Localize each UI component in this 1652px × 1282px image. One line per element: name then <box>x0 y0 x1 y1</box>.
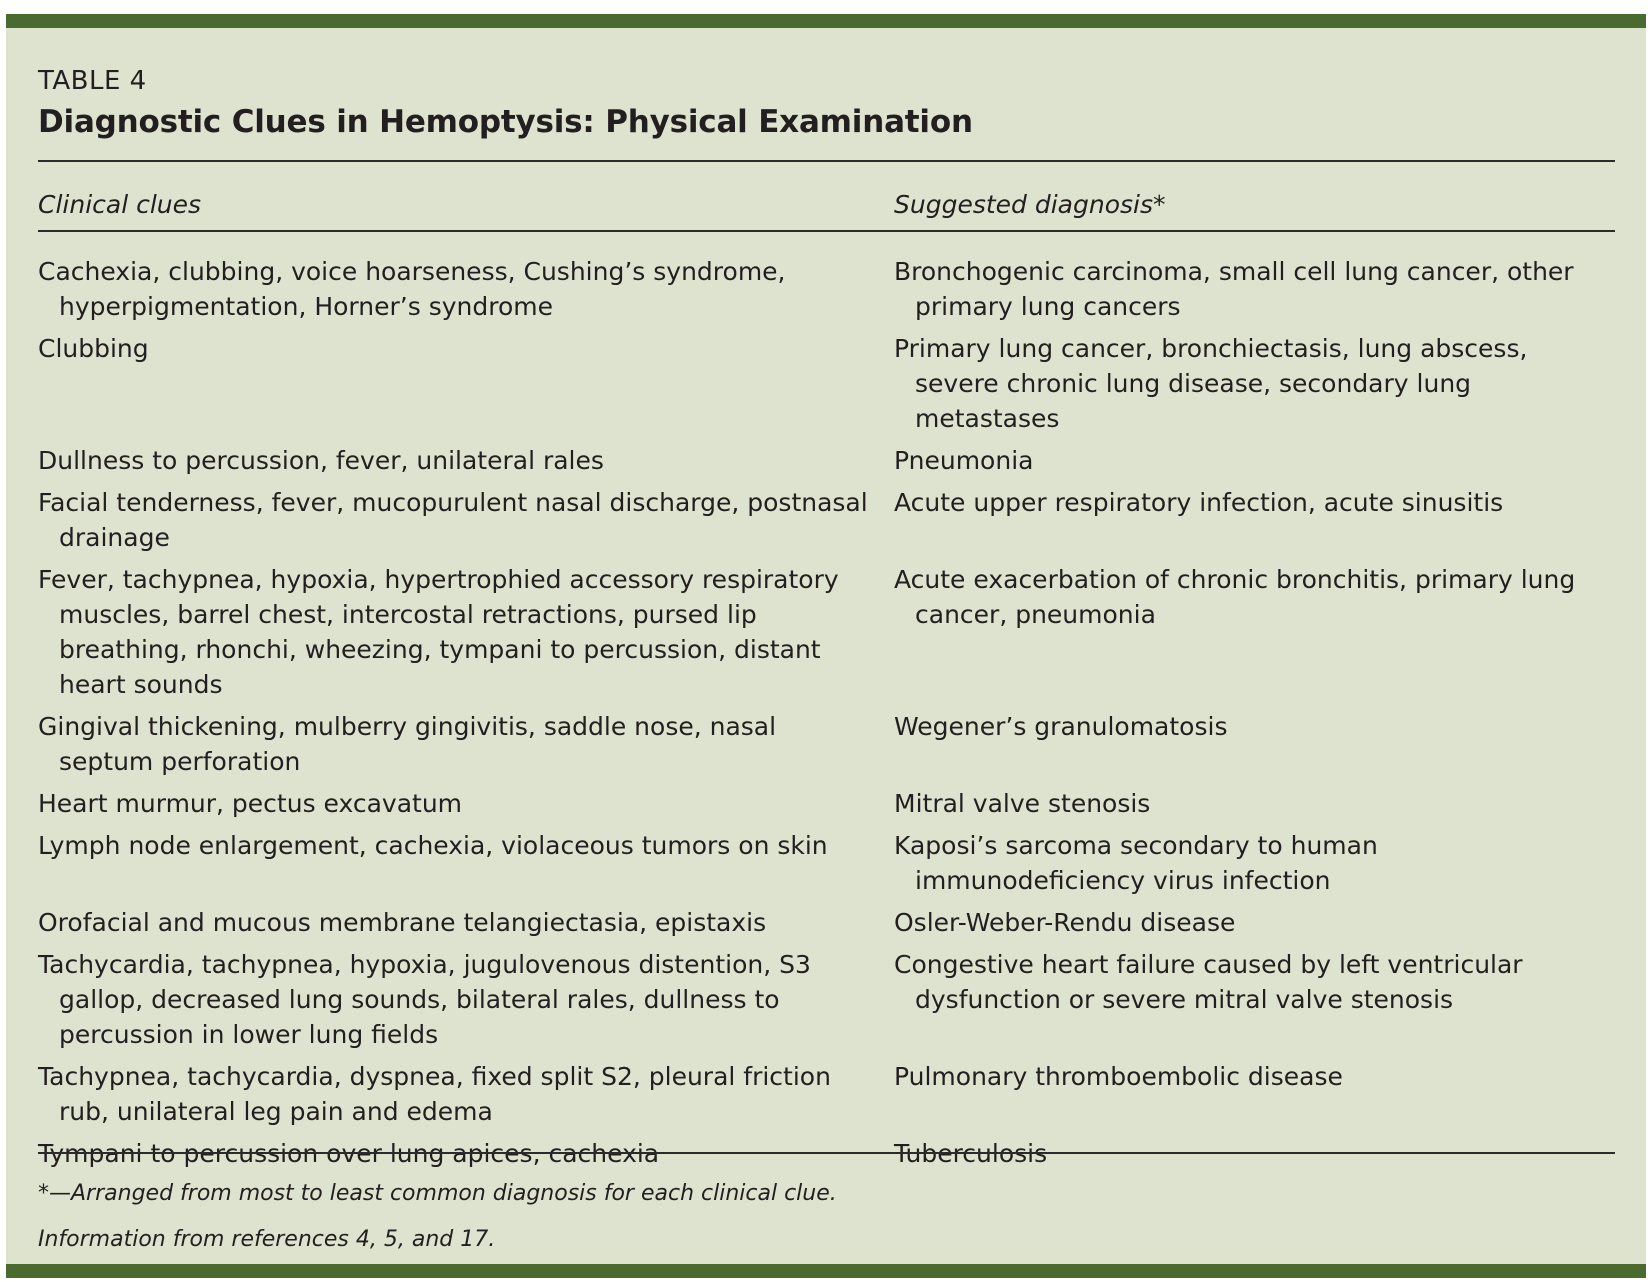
diagnosis-cell: Mitral valve stenosis <box>894 789 1151 818</box>
clinical-clue-cell: Tympani to percussion over lung apices, cachexia <box>38 1139 660 1168</box>
table-row <box>38 443 1615 478</box>
diagnosis-cell: Bronchogenic carcinoma, small cell lung cancer, other primary lung cancers <box>894 257 1574 321</box>
column-header-suggested-diagnosis: Suggested diagnosis* <box>894 190 1166 219</box>
clinical-clue-cell: Fever, tachypnea, hypoxia, hypertrophied accessory respiratory muscles, barrel chest, intercostal retractions, pursed lip breathing, rhonchi, wheezing, tympani to percussion, distant heart sounds <box>38 565 839 699</box>
diagnosis-cell: Congestive heart failure caused by left ventricular dysfunction or severe mitral valve stenosis <box>894 950 1523 1014</box>
clinical-clue-cell: Tachycardia, tachypnea, hypoxia, jugulovenous distention, S3 gallop, decreased lung sounds, bilateral rales, dullness to percussion in lower lung fields <box>38 950 811 1049</box>
table-row <box>38 254 1615 324</box>
top-rule <box>38 160 1615 162</box>
clinical-clue-cell: Orofacial and mucous membrane telangiectasia, epistaxis <box>38 908 767 937</box>
diagnosis-cell: Pneumonia <box>894 446 1034 475</box>
clinical-clue-cell: Cachexia, clubbing, voice hoarseness, Cushing’s syndrome, hyperpigmentation, Horner’s syndrome <box>38 257 786 321</box>
diagnosis-cell: Pulmonary thromboembolic disease <box>894 1062 1343 1091</box>
table-row <box>38 485 1615 555</box>
table-row <box>38 828 1615 898</box>
diagnosis-cell: Acute upper respiratory infection, acute sinusitis <box>894 488 1504 517</box>
footnote-asterisk: *—Arranged from most to least common diagnosis for each clinical clue. <box>38 1181 837 1206</box>
table-panel <box>6 14 1646 1278</box>
column-header-clinical-clues: Clinical clues <box>38 190 202 219</box>
diagnosis-cell: Acute exacerbation of chronic bronchitis, primary lung cancer, pneumonia <box>894 565 1576 629</box>
table-row <box>38 331 1615 436</box>
table-row <box>38 562 1615 702</box>
table-row <box>38 786 1615 821</box>
table-row <box>38 1059 1615 1129</box>
footnote-references: Information from references 4, 5, and 17. <box>38 1227 496 1252</box>
table-label: TABLE 4 <box>38 66 147 96</box>
clinical-clue-cell: Tachypnea, tachycardia, dyspnea, fixed split S2, pleural friction rub, unilateral leg pain and edema <box>38 1062 831 1126</box>
clinical-clue-cell: Gingival thickening, mulberry gingivitis, saddle nose, nasal septum perforation <box>38 712 777 776</box>
table-body <box>38 254 1615 1178</box>
clinical-clue-cell: Facial tenderness, fever, mucopurulent nasal discharge, postnasal drainage <box>38 488 868 552</box>
table-row <box>38 947 1615 1052</box>
clinical-clue-cell: Lymph node enlargement, cachexia, violaceous tumors on skin <box>38 831 828 860</box>
table-row <box>38 905 1615 940</box>
clinical-clue-cell: Dullness to percussion, fever, unilateral rales <box>38 446 604 475</box>
table-row <box>38 709 1615 779</box>
clinical-clue-cell: Heart murmur, pectus excavatum <box>38 789 463 818</box>
diagnosis-cell: Kaposi’s sarcoma secondary to human immunodeficiency virus infection <box>894 831 1378 895</box>
bottom-rule <box>38 1152 1615 1154</box>
diagnosis-cell: Osler-Weber-Rendu disease <box>894 908 1236 937</box>
diagnosis-cell: Primary lung cancer, bronchiectasis, lung abscess, severe chronic lung disease, secondary lung metastases <box>894 334 1528 433</box>
diagnosis-cell: Wegener’s granulomatosis <box>894 712 1228 741</box>
table-title: Diagnostic Clues in Hemoptysis: Physical Examination <box>38 104 973 140</box>
header-rule <box>38 230 1615 232</box>
diagnosis-cell: Tuberculosis <box>894 1139 1048 1168</box>
clinical-clue-cell: Clubbing <box>38 334 149 363</box>
